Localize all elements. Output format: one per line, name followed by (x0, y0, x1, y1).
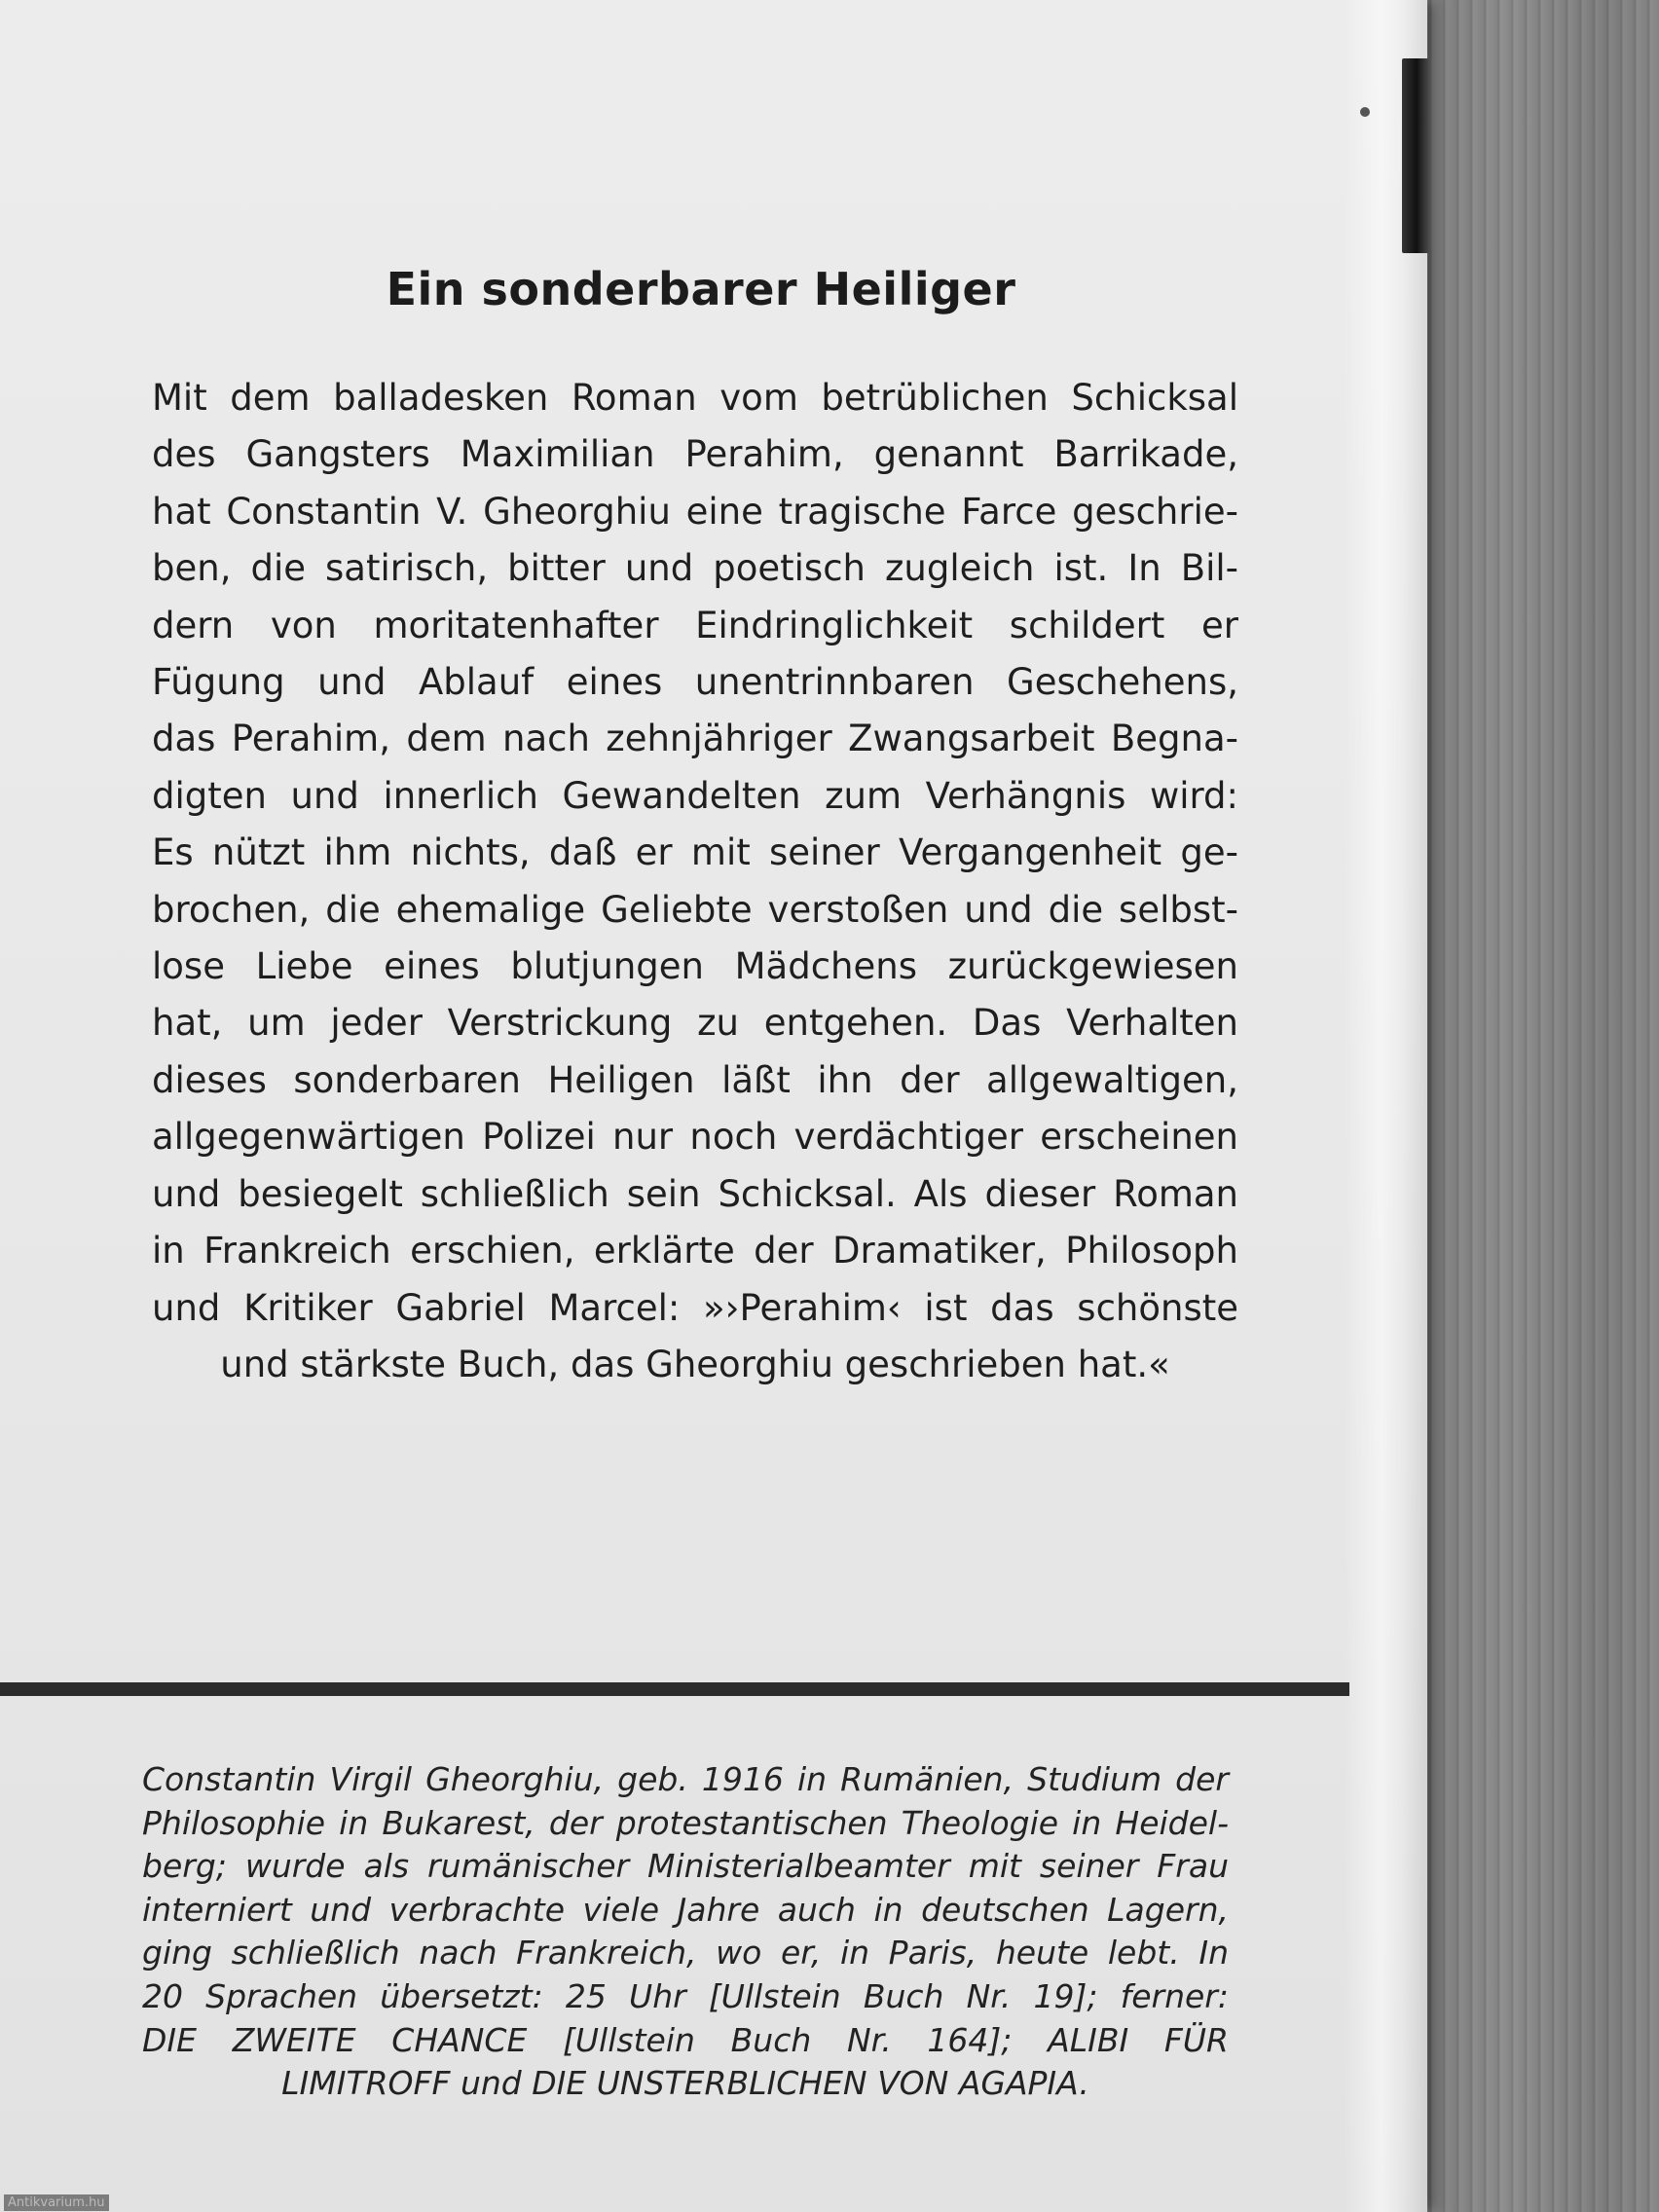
blurb-line: und besiegelt schließlich sein Schicksal. Als dieser Roman (152, 1172, 1238, 1215)
blurb-line: und Kritiker Gabriel Marcel: »›Perahim‹ ist das schönste (152, 1286, 1238, 1329)
author-bio (142, 1758, 1229, 2106)
blurb-line: lose Liebe eines blutjungen Mädchens zurückgewiesen (152, 945, 1238, 988)
blurb-line: das Perahim, dem nach zehnjähriger Zwangsarbeit Begna- (152, 718, 1238, 760)
blurb-line: Mit dem balladesken Roman vom betrüblichen Schicksal (152, 377, 1238, 419)
blurb-line: ben, die satirisch, bitter und poetisch zugleich ist. In Bil- (152, 547, 1238, 590)
blurb-line: in Frankreich erschien, erklärte der Dramatiker, Philosoph (152, 1230, 1238, 1272)
spine-edge (1402, 58, 1431, 253)
bio-line: ging schließlich nach Frankreich, wo er, in Paris, heute lebt. In (142, 1934, 1229, 1972)
speck (1360, 107, 1370, 117)
bio-line: Philosophie in Bukarest, der protestantischen Theologie in Heidel- (142, 1803, 1229, 1842)
blurb-line: Es nützt ihm nichts, daß er mit seiner Vergangenheit ge- (152, 831, 1238, 874)
blurb-line: brochen, die ehemalige Geliebte verstoßen und die selbst- (152, 888, 1238, 931)
cover-sheen (1344, 0, 1427, 2212)
blurb-line: dieses sonderbaren Heiligen läßt ihn der allgewaltigen, (152, 1058, 1238, 1101)
blurb-line: Fügung und Ablauf eines unentrinnbaren Geschehens, (152, 661, 1238, 704)
wooden-background (1402, 0, 1659, 2212)
blurb-line: hat, um jeder Verstrickung zu entgehen. Das Verhalten (152, 1002, 1238, 1045)
bio-line: berg; wurde als rumänischer Ministerialbeamter mit seiner Frau (142, 1847, 1229, 1886)
bio-line: interniert und verbrachte viele Jahre auch in deutschen Lagern, (142, 1890, 1229, 1929)
blurb-line: des Gangsters Maximilian Perahim, genannt Barrikade, (152, 433, 1238, 476)
bio-line: 20 Sprachen übersetzt: 25 Uhr [Ullstein Buch Nr. 19]; ferner: (142, 1976, 1229, 2015)
page-title: Ein sonderbarer Heiliger (386, 263, 1016, 315)
watermark: Antikvarium.hu (4, 2194, 109, 2211)
divider-rule (0, 1682, 1349, 1696)
blurb-line: dern von moritatenhafter Eindringlichkeit schildert er (152, 604, 1238, 646)
blurb-text (152, 370, 1238, 1393)
bio-line: LIMITROFF und DIE UNSTERBLICHEN VON AGAPIA. (281, 2064, 1089, 2103)
blurb-line: und stärkste Buch, das Gheorghiu geschrieben hat.« (220, 1343, 1170, 1385)
blurb-line: digten und innerlich Gewandelten zum Verhängnis wird: (152, 774, 1238, 817)
blurb-line: hat Constantin V. Gheorghiu eine tragische Farce geschrie- (152, 490, 1238, 533)
bio-line: Constantin Virgil Gheorghiu, geb. 1916 in Rumänien, Studium der (142, 1760, 1229, 1798)
bio-line: DIE ZWEITE CHANCE [Ullstein Buch Nr. 164]; ALIBI FÜR (142, 2020, 1229, 2059)
blurb-line: allgegenwärtigen Polizei nur noch verdächtiger erscheinen (152, 1116, 1238, 1159)
